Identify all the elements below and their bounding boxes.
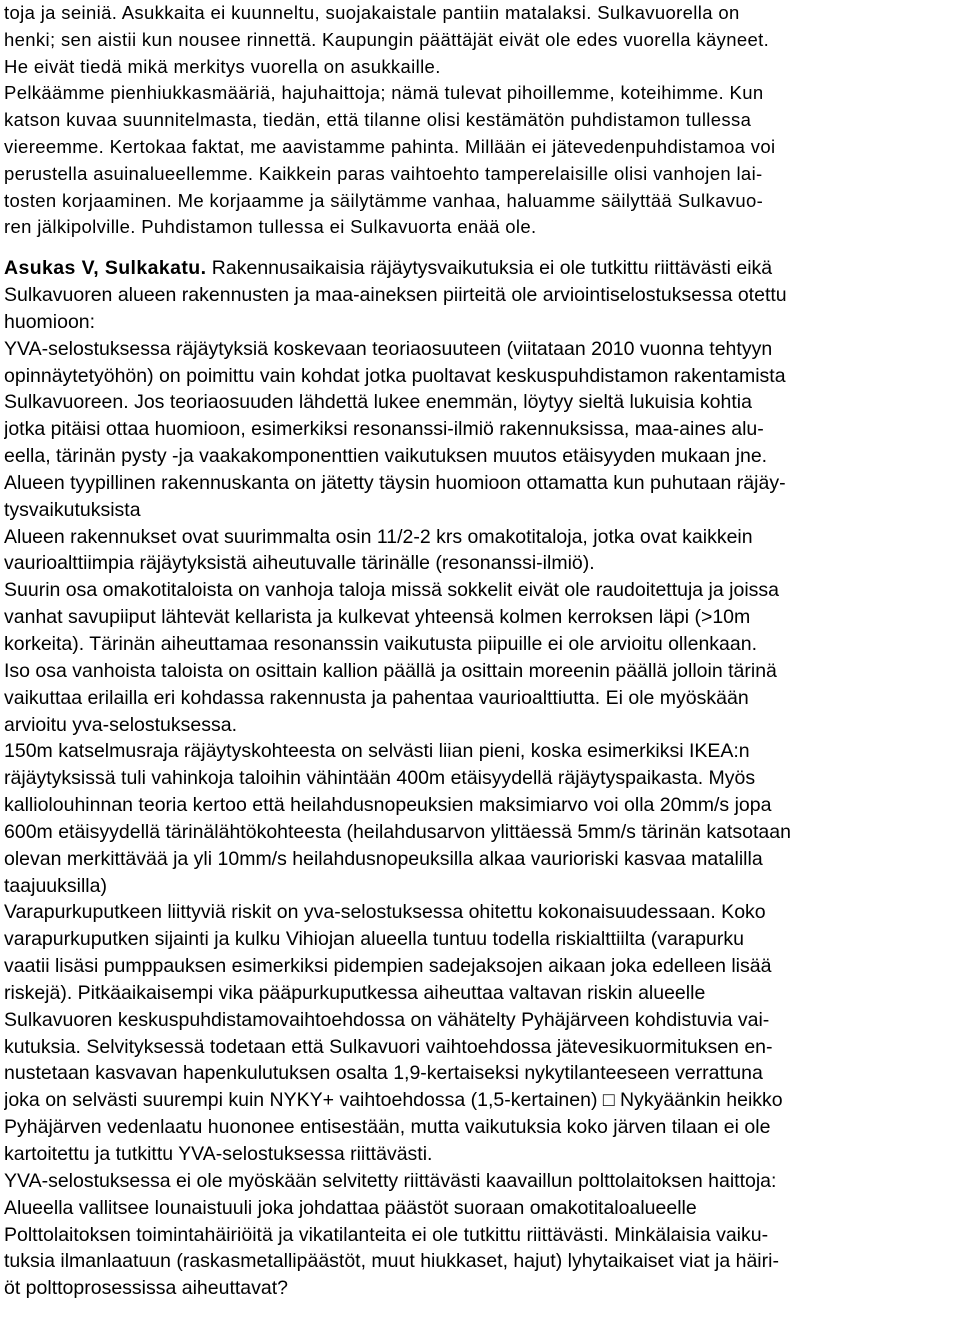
text-line: YVA-selostuksessa ei ole myöskään selvitetty riittävästi kaavaillun polttolaitoksen haittoja: (4, 1169, 777, 1192)
text-line: perustella asuinalueellemme. Kaikkein paras vaihtoehto tamperelaisille olisi vanhojen lai- (4, 162, 763, 184)
text-line: tysvaikutuksista (4, 498, 141, 521)
text-line: jotka pitäisi ottaa huomioon, esimerkiksi resonanssi-ilmiö rakennuksissa, maa-aines alu- (4, 418, 764, 441)
text-line: kutuksia. Selvityksessä todetaan että Sulkavuori vaihtoehdossa jätevesikuormituksen en- (4, 1035, 773, 1058)
text-line: tosten korjaaminen. Me korjaamme ja säilytämme vanhaa, haluamme säilyttää Sulkavuo- (4, 189, 764, 211)
text-line: Alueen rakennukset ovat suurimmalta osin 11/2-2 krs omakotitaloja, jotka ovat kaikkein (4, 525, 753, 548)
section-residents-opinion (4, 0, 958, 241)
text-line: Alueen tyypillinen rakennuskanta on jätetty täysin huomioon ottamatta kun puhutaan räjäy- (4, 471, 786, 494)
document-page (4, 0, 958, 1302)
section-heading: Asukas V, Sulkakatu. (4, 257, 207, 280)
text-line: Iso osa vanhoista taloista on osittain kallion päällä ja osittain moreenin päällä jolloin tärinä (4, 659, 777, 682)
text-line: He eivät tiedä mikä merkitys vuorella on asukkaille. (4, 55, 441, 77)
text-line: riskejä). Pitkäaikaisempi vika pääpurkuputkessa aiheuttaa valtavan riskin alueelle (4, 981, 706, 1004)
text-line: vaatii lisäsi pumppauksen esimerkiksi pidempien sadejaksojen aikaan joka edelleen lisää (4, 955, 772, 978)
text-line: ren jälkipolville. Puhdistamon tullessa ei Sulkavuorta enää ole. (4, 216, 537, 238)
text-line: olevan merkittävää ja yli 10mm/s heilahdusnopeuksilla alkaa vaurioriski kasvaa matalilla (4, 847, 763, 870)
text-line: Pelkäämme pienhiukkasmääriä, hajuhaittoja; nämä tulevat pihoillemme, koteihimme. Kun (4, 82, 764, 104)
text-line: vanhat savupiiput lähtevät kellarista ja kulkevat yhteensä kolmen kerroksen läpi (>10m (4, 606, 751, 629)
text-line: Sulkavuoren keskuspuhdistamovaihtoehdossa on vähätelty Pyhäjärveen kohdistuvia vai- (4, 1008, 770, 1031)
text-line: Pyhäjärven vedenlaatu huononee entisestään, mutta vaikutuksia koko järven tilaan ei ole (4, 1116, 771, 1139)
heading-line-text: Rakennusaikaisia räjäytysvaikutuksia ei ole tutkittu riittävästi eikä (206, 257, 773, 280)
text-line: vaurioalttiimpia räjäytyksistä aiheutuvalle tärinälle (resonanssi-ilmiö). (4, 552, 595, 575)
text-line: katson kuvaa suunnitelmasta, tiedän, että tilanne olisi kestämätön puhdistamon tullessa (4, 109, 752, 131)
heading-line (4, 255, 958, 282)
text-line: Sulkavuoren alueen rakennusten ja maa-aineksen piirteitä ole arviointiselostuksessa otettu (4, 284, 787, 307)
text-line: taajuuksilla) (4, 874, 107, 897)
text-line: Suurin osa omakotitaloista on vanhoja taloja missä sokkelit eivät ole raudoitettuja ja joissa (4, 579, 780, 602)
text-line: vaikuttaa erilailla eri kohdassa rakennusta ja pahentaa vaurioalttiutta. Ei ole myöskään (4, 686, 749, 709)
text-line: huomioon: (4, 310, 96, 333)
text-line: tuksia ilmanlaatuun (raskasmetallipäästöt, muut hiukkaset, hajut) lyhytaikaiset viat ja häiri- (4, 1250, 779, 1273)
text-line: joka on selvästi suurempi kuin NYKY+ vaihtoehdossa (1,5-kertainen) □ Nykyäänkin heikko (4, 1089, 783, 1112)
text-line: opinnäytetyöhön) on poimittu vain kohdat jotka puoltavat keskuspuhdistamon rakentamista (4, 364, 786, 387)
text-line: kalliolouhinnan teoria kertoo että heilahdusnopeuksien maksimiarvo voi olla 20mm/s jopa (4, 794, 772, 817)
text-line: 600m etäisyydellä tärinälähtökohteesta (heilahdusarvon ylittäessä 5mm/s tärinän katsotaan (4, 820, 791, 843)
text-line: toja ja seiniä. Asukkaita ei kuunneltu, suojakaistale pantiin matalaksi. Sulkavuorella on (4, 2, 740, 23)
text-line: öt polttoprosessissa aiheuttavat? (4, 1277, 289, 1300)
text-line: korkeita). Tärinän aiheuttamaa resonanssin vaikutusta piipuille ei ole arvioitu ollenkaan. (4, 632, 757, 655)
text-line: viereemme. Kertokaa faktat, me aavistamme pahinta. Millään ei jätevedenpuhdistamoa voi (4, 135, 776, 157)
text-line: henki; sen aistii kun nousee rinnettä. Kaupungin päättäjät eivät ole edes vuorella käyneet. (4, 28, 770, 50)
text-line: Sulkavuoreen. Jos teoriaosuuden lähdettä lukee enemmän, löytyy sieltä lukuisia kohtia (4, 391, 752, 414)
text-line: arvioitu yva-selostuksessa. (4, 713, 238, 736)
text-line: Polttolaitoksen toimintahäiriöitä ja vikatilanteita ei ole tutkittu riittävästi. Minkälaisia vaiku- (4, 1223, 769, 1246)
text-line: nustetaan kasvavan hapenkulutuksen osalta 1,9-kertaiseksi nykytilanteeseen verrattuna (4, 1062, 763, 1085)
text-line: kartoitettu ja tutkittu YVA-selostuksessa riittävästi. (4, 1143, 433, 1166)
text-line: varapurkuputken sijainti ja kulku Vihiojan alueella tuntuu todella riskialttiilta (varapurku (4, 928, 744, 951)
text-line: räjäytyksissä tuli vahinkoja taloihin vähintään 400m etäisyydellä räjäytyspaikasta. Myös (4, 767, 756, 790)
text-line: 150m katselmusraja räjäytyskohteesta on selvästi liian pieni, koska esimerkiksi IKEA:n (4, 740, 750, 763)
text-line: YVA-selostuksessa räjäytyksiä koskevaan teoriaosuuteen (viitataan 2010 vuonna tehtyyn (4, 337, 773, 360)
section-resident-v-sulkakatu (4, 255, 958, 1302)
text-line: Alueella vallitsee lounaistuuli joka johdattaa päästöt suoraan omakotitaloalueelle (4, 1196, 697, 1219)
text-line: eella, tärinän pysty -ja vaakakomponenttien vaikutuksen muutos etäisyyden mukaan jne. (4, 445, 768, 468)
text-line: Varapurkuputkeen liittyviä riskit on yva-selostuksessa ohitettu kokonaisuudessaan. Koko (4, 901, 766, 924)
